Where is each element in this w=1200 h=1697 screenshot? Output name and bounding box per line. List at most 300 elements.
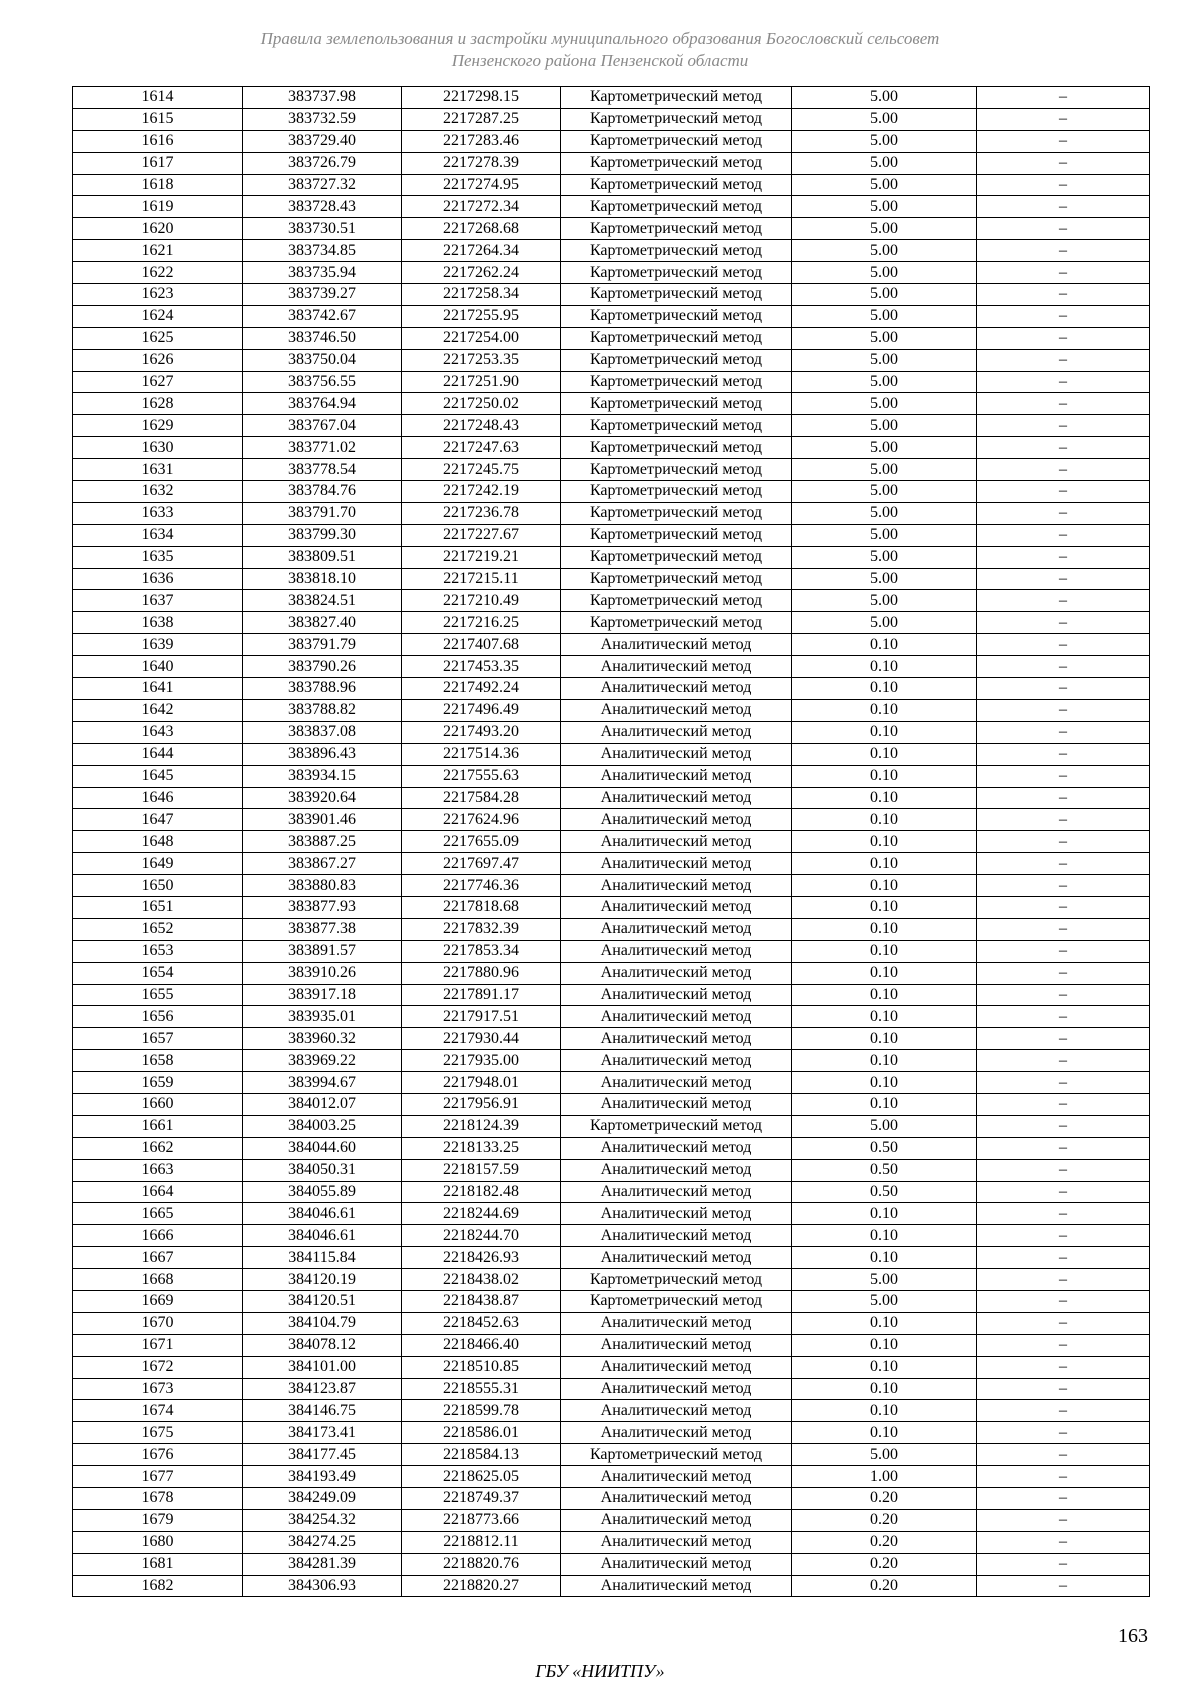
y-coordinate-cell: 2218452.63 [402,1312,561,1334]
y-coordinate-cell: 2217216.25 [402,612,561,634]
accuracy-cell: 0.10 [792,1378,977,1400]
description-cell: – [977,1006,1150,1028]
accuracy-cell: 5.00 [792,371,977,393]
table-row [73,1400,1150,1422]
description-cell: – [977,1531,1150,1553]
description-cell: – [977,962,1150,984]
table-row [73,130,1150,152]
description-cell: – [977,87,1150,109]
accuracy-cell: 0.10 [792,787,977,809]
table-row [73,1072,1150,1094]
description-cell: – [977,327,1150,349]
x-coordinate-cell: 384078.12 [243,1334,402,1356]
header-line-1: Правила землепользования и застройки муниципального образования Богословский сельсовет [260,29,940,48]
point-number-cell: 1635 [73,546,243,568]
x-coordinate-cell: 384123.87 [243,1378,402,1400]
method-cell: Аналитический метод [561,984,792,1006]
accuracy-cell: 5.00 [792,1269,977,1291]
y-coordinate-cell: 2217262.24 [402,262,561,284]
point-number-cell: 1646 [73,787,243,809]
point-number-cell: 1625 [73,327,243,349]
y-coordinate-cell: 2218244.69 [402,1203,561,1225]
point-number-cell: 1657 [73,1028,243,1050]
y-coordinate-cell: 2217891.17 [402,984,561,1006]
x-coordinate-cell: 383764.94 [243,393,402,415]
x-coordinate-cell: 383771.02 [243,437,402,459]
x-coordinate-cell: 383818.10 [243,568,402,590]
description-cell: – [977,1466,1150,1488]
method-cell: Картометрический метод [561,502,792,524]
coordinates-table [72,86,1150,1597]
accuracy-cell: 5.00 [792,502,977,524]
method-cell: Картометрический метод [561,393,792,415]
accuracy-cell: 5.00 [792,481,977,503]
table-row [73,962,1150,984]
point-number-cell: 1638 [73,612,243,634]
y-coordinate-cell: 2217746.36 [402,875,561,897]
table-row [73,590,1150,612]
description-cell: – [977,305,1150,327]
accuracy-cell: 0.10 [792,743,977,765]
table-row [73,1269,1150,1291]
x-coordinate-cell: 383799.30 [243,524,402,546]
description-cell: – [977,1269,1150,1291]
point-number-cell: 1659 [73,1072,243,1094]
description-cell: – [977,218,1150,240]
method-cell: Аналитический метод [561,1575,792,1597]
x-coordinate-cell: 384101.00 [243,1356,402,1378]
point-number-cell: 1667 [73,1247,243,1269]
y-coordinate-cell: 2217253.35 [402,349,561,371]
x-coordinate-cell: 383887.25 [243,831,402,853]
method-cell: Картометрический метод [561,459,792,481]
method-cell: Картометрический метод [561,218,792,240]
accuracy-cell: 5.00 [792,174,977,196]
method-cell: Картометрический метод [561,349,792,371]
accuracy-cell: 0.50 [792,1137,977,1159]
y-coordinate-cell: 2217917.51 [402,1006,561,1028]
x-coordinate-cell: 383727.32 [243,174,402,196]
point-number-cell: 1628 [73,393,243,415]
point-number-cell: 1619 [73,196,243,218]
point-number-cell: 1652 [73,918,243,940]
accuracy-cell: 5.00 [792,108,977,130]
table-row [73,634,1150,656]
point-number-cell: 1660 [73,1093,243,1115]
accuracy-cell: 0.10 [792,1247,977,1269]
accuracy-cell: 5.00 [792,218,977,240]
accuracy-cell: 0.10 [792,1400,977,1422]
y-coordinate-cell: 2218466.40 [402,1334,561,1356]
method-cell: Картометрический метод [561,284,792,306]
accuracy-cell: 0.10 [792,940,977,962]
method-cell: Аналитический метод [561,743,792,765]
accuracy-cell: 0.20 [792,1553,977,1575]
method-cell: Аналитический метод [561,1466,792,1488]
accuracy-cell: 5.00 [792,262,977,284]
description-cell: – [977,1509,1150,1531]
method-cell: Аналитический метод [561,1356,792,1378]
accuracy-cell: 0.10 [792,809,977,831]
method-cell: Картометрический метод [561,481,792,503]
point-number-cell: 1637 [73,590,243,612]
x-coordinate-cell: 383877.93 [243,896,402,918]
table-row [73,218,1150,240]
table-row [73,699,1150,721]
accuracy-cell: 5.00 [792,393,977,415]
table-row [73,305,1150,327]
y-coordinate-cell: 2218124.39 [402,1115,561,1137]
accuracy-cell: 0.10 [792,984,977,1006]
table-row [73,1575,1150,1597]
method-cell: Картометрический метод [561,1444,792,1466]
table-row [73,502,1150,524]
accuracy-cell: 0.50 [792,1159,977,1181]
point-number-cell: 1682 [73,1575,243,1597]
accuracy-cell: 0.50 [792,1181,977,1203]
point-number-cell: 1653 [73,940,243,962]
description-cell: – [977,393,1150,415]
accuracy-cell: 5.00 [792,459,977,481]
description-cell: – [977,1378,1150,1400]
y-coordinate-cell: 2217272.34 [402,196,561,218]
description-cell: – [977,918,1150,940]
method-cell: Аналитический метод [561,787,792,809]
y-coordinate-cell: 2217245.75 [402,459,561,481]
point-number-cell: 1654 [73,962,243,984]
x-coordinate-cell: 384146.75 [243,1400,402,1422]
method-cell: Аналитический метод [561,1072,792,1094]
y-coordinate-cell: 2218625.05 [402,1466,561,1488]
description-cell: – [977,1093,1150,1115]
table-row [73,896,1150,918]
table-row [73,1422,1150,1444]
x-coordinate-cell: 384003.25 [243,1115,402,1137]
point-number-cell: 1677 [73,1466,243,1488]
point-number-cell: 1669 [73,1290,243,1312]
table-row [73,1444,1150,1466]
x-coordinate-cell: 383791.79 [243,634,402,656]
description-cell: – [977,699,1150,721]
table-row [73,787,1150,809]
table-row [73,481,1150,503]
point-number-cell: 1662 [73,1137,243,1159]
table-row [73,393,1150,415]
accuracy-cell: 0.10 [792,962,977,984]
x-coordinate-cell: 384177.45 [243,1444,402,1466]
method-cell: Аналитический метод [561,1553,792,1575]
description-cell: – [977,546,1150,568]
accuracy-cell: 0.10 [792,1334,977,1356]
table-row [73,1137,1150,1159]
y-coordinate-cell: 2217283.46 [402,130,561,152]
method-cell: Картометрический метод [561,152,792,174]
accuracy-cell: 5.00 [792,415,977,437]
x-coordinate-cell: 383746.50 [243,327,402,349]
method-cell: Аналитический метод [561,1247,792,1269]
x-coordinate-cell: 383728.43 [243,196,402,218]
point-number-cell: 1620 [73,218,243,240]
table-row [73,1028,1150,1050]
y-coordinate-cell: 2217227.67 [402,524,561,546]
x-coordinate-cell: 383877.38 [243,918,402,940]
y-coordinate-cell: 2217935.00 [402,1050,561,1072]
description-cell: – [977,831,1150,853]
accuracy-cell: 0.10 [792,656,977,678]
description-cell: – [977,765,1150,787]
point-number-cell: 1618 [73,174,243,196]
y-coordinate-cell: 2217930.44 [402,1028,561,1050]
x-coordinate-cell: 383729.40 [243,130,402,152]
method-cell: Картометрический метод [561,262,792,284]
y-coordinate-cell: 2217278.39 [402,152,561,174]
description-cell: – [977,568,1150,590]
method-cell: Аналитический метод [561,1203,792,1225]
point-number-cell: 1624 [73,305,243,327]
point-number-cell: 1648 [73,831,243,853]
table-row [73,1181,1150,1203]
description-cell: – [977,1203,1150,1225]
y-coordinate-cell: 2218133.25 [402,1137,561,1159]
point-number-cell: 1643 [73,721,243,743]
point-number-cell: 1647 [73,809,243,831]
accuracy-cell: 0.10 [792,1422,977,1444]
point-number-cell: 1642 [73,699,243,721]
description-cell: – [977,1181,1150,1203]
table-row [73,108,1150,130]
method-cell: Картометрический метод [561,196,792,218]
method-cell: Картометрический метод [561,546,792,568]
table-row [73,875,1150,897]
accuracy-cell: 5.00 [792,1444,977,1466]
method-cell: Аналитический метод [561,1093,792,1115]
description-cell: – [977,174,1150,196]
description-cell: – [977,196,1150,218]
x-coordinate-cell: 383788.82 [243,699,402,721]
x-coordinate-cell: 383778.54 [243,459,402,481]
table-row [73,1488,1150,1510]
method-cell: Картометрический метод [561,437,792,459]
method-cell: Аналитический метод [561,896,792,918]
x-coordinate-cell: 384254.32 [243,1509,402,1531]
accuracy-cell: 0.10 [792,634,977,656]
point-number-cell: 1636 [73,568,243,590]
accuracy-cell: 5.00 [792,1290,977,1312]
accuracy-cell: 5.00 [792,546,977,568]
y-coordinate-cell: 2217250.02 [402,393,561,415]
y-coordinate-cell: 2218157.59 [402,1159,561,1181]
method-cell: Аналитический метод [561,634,792,656]
description-cell: – [977,1247,1150,1269]
description-cell: – [977,1422,1150,1444]
description-cell: – [977,787,1150,809]
accuracy-cell: 0.10 [792,918,977,940]
y-coordinate-cell: 2217287.25 [402,108,561,130]
y-coordinate-cell: 2217247.63 [402,437,561,459]
table-row [73,721,1150,743]
method-cell: Аналитический метод [561,1378,792,1400]
table-row [73,1159,1150,1181]
x-coordinate-cell: 383790.26 [243,656,402,678]
point-number-cell: 1664 [73,1181,243,1203]
description-cell: – [977,371,1150,393]
y-coordinate-cell: 2217493.20 [402,721,561,743]
table-row [73,1006,1150,1028]
y-coordinate-cell: 2217453.35 [402,656,561,678]
description-cell: – [977,656,1150,678]
x-coordinate-cell: 384281.39 [243,1553,402,1575]
description-cell: – [977,152,1150,174]
accuracy-cell: 0.10 [792,765,977,787]
accuracy-cell: 0.10 [792,1203,977,1225]
x-coordinate-cell: 384046.61 [243,1225,402,1247]
table-row [73,1247,1150,1269]
description-cell: – [977,502,1150,524]
point-number-cell: 1678 [73,1488,243,1510]
description-cell: – [977,1159,1150,1181]
x-coordinate-cell: 383827.40 [243,612,402,634]
point-number-cell: 1679 [73,1509,243,1531]
accuracy-cell: 0.10 [792,1225,977,1247]
page-number: 163 [1118,1625,1148,1647]
y-coordinate-cell: 2217407.68 [402,634,561,656]
point-number-cell: 1644 [73,743,243,765]
description-cell: – [977,459,1150,481]
point-number-cell: 1622 [73,262,243,284]
x-coordinate-cell: 383742.67 [243,305,402,327]
table-row [73,656,1150,678]
x-coordinate-cell: 383809.51 [243,546,402,568]
x-coordinate-cell: 384046.61 [243,1203,402,1225]
accuracy-cell: 5.00 [792,1115,977,1137]
point-number-cell: 1668 [73,1269,243,1291]
y-coordinate-cell: 2217242.19 [402,481,561,503]
y-coordinate-cell: 2217555.63 [402,765,561,787]
point-number-cell: 1634 [73,524,243,546]
y-coordinate-cell: 2218438.87 [402,1290,561,1312]
table-row [73,196,1150,218]
accuracy-cell: 5.00 [792,152,977,174]
point-number-cell: 1672 [73,1356,243,1378]
description-cell: – [977,1072,1150,1094]
page-header [0,28,1200,72]
description-cell: – [977,1115,1150,1137]
table-row [73,284,1150,306]
point-number-cell: 1615 [73,108,243,130]
method-cell: Аналитический метод [561,678,792,700]
coordinates-table-body [73,87,1150,1597]
method-cell: Аналитический метод [561,875,792,897]
x-coordinate-cell: 383726.79 [243,152,402,174]
x-coordinate-cell: 383934.15 [243,765,402,787]
accuracy-cell: 5.00 [792,327,977,349]
table-row [73,437,1150,459]
accuracy-cell: 0.20 [792,1531,977,1553]
y-coordinate-cell: 2217948.01 [402,1072,561,1094]
description-cell: – [977,853,1150,875]
method-cell: Картометрический метод [561,130,792,152]
accuracy-cell: 0.10 [792,1312,977,1334]
method-cell: Аналитический метод [561,940,792,962]
accuracy-cell: 5.00 [792,612,977,634]
x-coordinate-cell: 383788.96 [243,678,402,700]
description-cell: – [977,437,1150,459]
y-coordinate-cell: 2217254.00 [402,327,561,349]
y-coordinate-cell: 2218438.02 [402,1269,561,1291]
table-row [73,1334,1150,1356]
method-cell: Аналитический метод [561,699,792,721]
method-cell: Картометрический метод [561,524,792,546]
method-cell: Аналитический метод [561,831,792,853]
method-cell: Картометрический метод [561,568,792,590]
method-cell: Аналитический метод [561,1312,792,1334]
point-number-cell: 1616 [73,130,243,152]
accuracy-cell: 5.00 [792,305,977,327]
point-number-cell: 1614 [73,87,243,109]
point-number-cell: 1658 [73,1050,243,1072]
accuracy-cell: 0.20 [792,1488,977,1510]
method-cell: Картометрический метод [561,108,792,130]
description-cell: – [977,108,1150,130]
point-number-cell: 1639 [73,634,243,656]
y-coordinate-cell: 2217274.95 [402,174,561,196]
y-coordinate-cell: 2218773.66 [402,1509,561,1531]
point-number-cell: 1661 [73,1115,243,1137]
y-coordinate-cell: 2217298.15 [402,87,561,109]
accuracy-cell: 0.10 [792,1356,977,1378]
y-coordinate-cell: 2217655.09 [402,831,561,853]
accuracy-cell: 5.00 [792,524,977,546]
x-coordinate-cell: 384012.07 [243,1093,402,1115]
table-row [73,349,1150,371]
point-number-cell: 1655 [73,984,243,1006]
table-row [73,853,1150,875]
description-cell: – [977,984,1150,1006]
accuracy-cell: 5.00 [792,87,977,109]
x-coordinate-cell: 383756.55 [243,371,402,393]
table-row [73,568,1150,590]
point-number-cell: 1627 [73,371,243,393]
point-number-cell: 1631 [73,459,243,481]
table-row [73,262,1150,284]
x-coordinate-cell: 383920.64 [243,787,402,809]
table-row [73,459,1150,481]
x-coordinate-cell: 383750.04 [243,349,402,371]
accuracy-cell: 5.00 [792,240,977,262]
method-cell: Аналитический метод [561,1531,792,1553]
point-number-cell: 1681 [73,1553,243,1575]
y-coordinate-cell: 2217215.11 [402,568,561,590]
accuracy-cell: 1.00 [792,1466,977,1488]
y-coordinate-cell: 2217496.49 [402,699,561,721]
accuracy-cell: 5.00 [792,196,977,218]
x-coordinate-cell: 383935.01 [243,1006,402,1028]
x-coordinate-cell: 383880.83 [243,875,402,897]
x-coordinate-cell: 383730.51 [243,218,402,240]
accuracy-cell: 0.10 [792,853,977,875]
description-cell: – [977,721,1150,743]
y-coordinate-cell: 2218182.48 [402,1181,561,1203]
organization-footer: ГБУ «НИИТПУ» [535,1661,665,1681]
x-coordinate-cell: 384050.31 [243,1159,402,1181]
point-number-cell: 1626 [73,349,243,371]
x-coordinate-cell: 384173.41 [243,1422,402,1444]
table-row [73,1093,1150,1115]
method-cell: Аналитический метод [561,1050,792,1072]
description-cell: – [977,349,1150,371]
y-coordinate-cell: 2217268.68 [402,218,561,240]
x-coordinate-cell: 383734.85 [243,240,402,262]
